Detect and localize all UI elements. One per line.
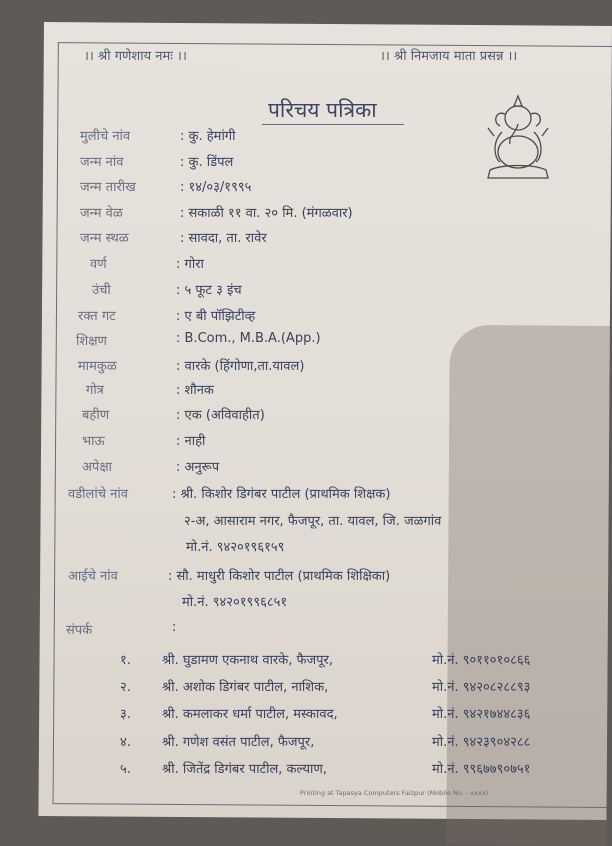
field-label: शिक्षण [76, 334, 107, 349]
contact-name: श्री. अशोक डिगंबर पाटील, नाशिक, [162, 680, 329, 695]
field-value: : नाही [176, 434, 206, 449]
field-label: वर्ण [90, 257, 107, 272]
field-label: अपेक्षा [82, 460, 113, 475]
field-value: : वारके (हिंगोणा,ता.यावल) [176, 359, 305, 374]
field-label: जन्म वेळ [80, 206, 123, 221]
field-value: : १४/०३/१९९५ [180, 180, 252, 195]
contact-phone: मो.नं. ९०११०१०८६६ [432, 653, 531, 668]
contacts-colon: : [172, 620, 177, 635]
contact-number: ५. [120, 762, 131, 777]
field-label: मुलीचे नांव [80, 129, 131, 144]
field-value: : अनुरूप [176, 460, 220, 475]
field-value: : B.Com., M.B.A.(App.) [176, 331, 321, 346]
field-label: भाऊ [82, 434, 105, 449]
contact-phone: मो.नं. ९४२३९०४२८८ [432, 735, 531, 750]
contact-name: श्री. घुडामण एकनाथ वारके, फैजपूर, [162, 653, 334, 668]
contacts-label: संपर्क [66, 623, 93, 638]
field-value: : एक (अविवाहीत) [176, 408, 265, 423]
father-phone: मो.नं. ९४२०१९६१५९ [186, 540, 285, 555]
title-underline [262, 124, 404, 125]
contact-number: २. [120, 680, 131, 695]
contact-number: ४. [120, 735, 131, 750]
field-value: : कु. डिंपल [180, 155, 234, 170]
field-label: बहीण [82, 408, 110, 423]
field-value: : सावदा, ता. रावेर [180, 231, 267, 246]
mother-phone: मो.नं. ९४२०१९९६८५१ [182, 595, 288, 610]
field-label: जन्म नांव [80, 155, 124, 170]
contact-phone: मो.नं. ९४२१७४४८३६ [432, 707, 531, 722]
field-value: : सकाळी ११ वा. २० मि. (मंगळवार) [180, 206, 353, 221]
field-value: : ५ फूट ३ इंच [176, 283, 242, 298]
field-label: रक्त गट [78, 309, 116, 324]
field-label: उंची [92, 283, 111, 298]
contact-number: १. [120, 653, 131, 668]
mother-label: आईचे नांव [68, 569, 118, 584]
left-blessing: ।। श्री गणेशाय नमः ।। [84, 49, 187, 64]
field-value: : ए बी पॉझिटीव्ह [176, 309, 256, 324]
father-label: वडीलांचे नांव [68, 487, 128, 502]
right-blessing: ।। श्री निमजाय माता प्रसन्न ।। [380, 49, 518, 64]
field-value: : कु. हेमांगी [180, 129, 236, 144]
field-label: जन्म तारीख [80, 180, 136, 195]
contact-name: श्री. कमलाकर धर्मा पाटील, मस्कावद, [162, 707, 338, 722]
contact-phone: मो.नं. ९९६७७९०७५१ [432, 762, 531, 777]
contact-phone: मो.नं. ९४२०८२८८९३ [432, 680, 531, 695]
field-label: जन्म स्थळ [80, 231, 129, 246]
field-value: : गोरा [176, 257, 204, 272]
father-name: : श्री. किशोर डिगंबर पाटील (प्राथमिक शिक्षक) [172, 487, 391, 502]
contact-name: श्री. जितेंद्र डिगंबर पाटील, कल्याण, [162, 762, 327, 777]
contact-number: ३. [120, 707, 131, 722]
mother-name: : सौ. माधुरी किशोर पाटील (प्राथमिक शिक्षिका) [168, 569, 391, 584]
printer-credit: Printing at Tapasya Computers Faizpur (Mobile No. - xxxx) [300, 789, 489, 797]
field-value: : शौनक [176, 383, 214, 398]
ganesha-icon [478, 92, 558, 182]
field-label: मामकुळ [78, 359, 117, 374]
field-label: गोत्र [86, 383, 104, 398]
page-title: परिचय पत्रिका [268, 98, 377, 122]
contact-name: श्री. गणेश वसंत पाटील, फैजपूर, [162, 735, 315, 750]
father-address: २-अ, आसाराम नगर, फैजपूर, ता. यावल, जि. जळगांव [184, 514, 442, 529]
